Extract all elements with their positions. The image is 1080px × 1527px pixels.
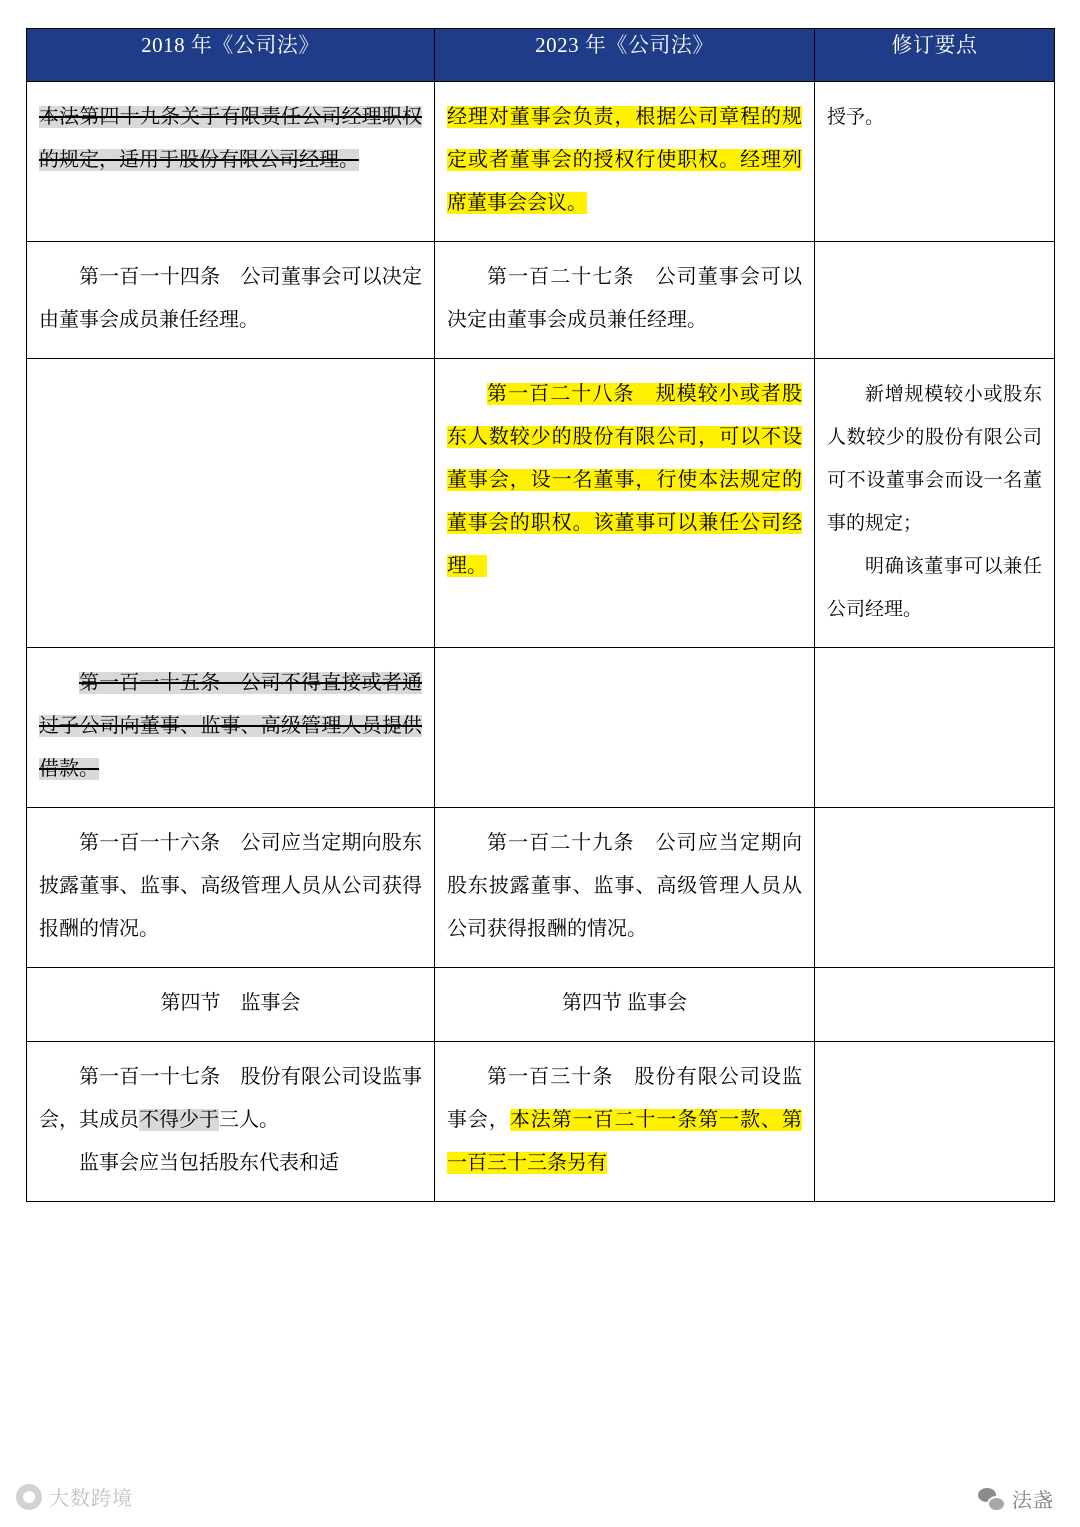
deleted-text: 第一百一十五条 公司不得直接或者通过子公司向董事、监事、高级管理人员提供借款。: [39, 672, 422, 780]
note-text: [815, 1042, 1054, 1072]
table-header: [27, 29, 1055, 82]
table-body: [27, 82, 1055, 1202]
watermark-right-label: 法盏: [1012, 1490, 1054, 1512]
cell-new-law: [435, 1042, 815, 1202]
table-row: [27, 242, 1055, 359]
table-row: [27, 648, 1055, 808]
cell-new-law: [435, 808, 815, 968]
highlighted-text: 经理对董事会负责，根据公司章程的规定或者董事会的授权行使职权。经理列席董事会会议。: [447, 106, 802, 214]
cell-new-law: [435, 242, 815, 359]
table-row: [27, 359, 1055, 648]
column-header-2018: 2018 年《公司法》: [27, 29, 435, 82]
circle-logo-icon: [16, 1484, 42, 1510]
cell-new-law: [435, 968, 815, 1042]
empty-old-law: [27, 359, 434, 389]
article-text: 第一百二十九条 公司应当定期向股东披露董事、监事、高级管理人员从公司获得报酬的情况。: [447, 832, 802, 940]
cell-revision-note: [815, 1042, 1055, 1202]
cell-new-law: [435, 82, 815, 242]
wechat-icon: [978, 1488, 1004, 1510]
article-text-paragraph-2: 监事会应当包括股东代表和适: [79, 1152, 339, 1174]
cell-old-law: [27, 968, 435, 1042]
article-text-part-1: 第一百三十条 股份有限公司设监事会，: [447, 1066, 802, 1131]
page-footer: [0, 1449, 1080, 1527]
watermark-right: [978, 1484, 1054, 1513]
cell-revision-note: [815, 242, 1055, 359]
note-text: [815, 242, 1054, 272]
cell-old-law: [27, 648, 435, 808]
cell-revision-note: [815, 648, 1055, 808]
table-row: [27, 82, 1055, 242]
cell-old-law: [27, 1042, 435, 1202]
cell-revision-note: [815, 82, 1055, 242]
cell-revision-note: [815, 968, 1055, 1042]
article-text-part-2: 三人。: [219, 1109, 279, 1131]
article-text: 第一百二十七条 公司董事会可以决定由董事会成员兼任经理。: [447, 266, 802, 331]
emphasized-text: 不得少于: [139, 1109, 219, 1131]
note-text: [815, 648, 1054, 678]
note-text: [815, 968, 1054, 998]
note-text-paragraph-2: 明确该董事可以兼任公司经理。: [827, 556, 1042, 620]
deleted-text: 本法第四十九条关于有限责任公司经理职权的规定，适用于股份有限公司经理。: [39, 106, 422, 171]
note-text-paragraph-1: 新增规模较小或股东人数较少的股份有限公司可不设董事会而设一名董事的规定；: [827, 384, 1042, 534]
column-header-2023: 2023 年《公司法》: [435, 29, 815, 82]
highlighted-text: 本法第一百二十一条第一款、第一百三十三条另有: [447, 1109, 802, 1174]
cell-new-law: [435, 648, 815, 808]
article-text: 第一百一十四条 公司董事会可以决定由董事会成员兼任经理。: [39, 266, 422, 331]
section-heading-new: 第四节 监事会: [562, 992, 687, 1014]
table-row: [27, 1042, 1055, 1202]
section-heading-old: 第四节 监事会: [160, 992, 301, 1014]
cell-old-law: [27, 359, 435, 648]
cell-old-law: [27, 82, 435, 242]
note-text: [815, 808, 1054, 838]
cell-old-law: [27, 808, 435, 968]
table-row-section-heading: [27, 968, 1055, 1042]
empty-new-law: [435, 648, 814, 678]
article-text: 第一百一十六条 公司应当定期向股东披露董事、监事、高级管理人员从公司获得报酬的情况。: [39, 832, 422, 940]
cell-old-law: [27, 242, 435, 359]
cell-new-law: [435, 359, 815, 648]
cell-revision-note: [815, 808, 1055, 968]
table-row: [27, 808, 1055, 968]
note-text: 授予。: [827, 107, 885, 128]
watermark-left-label: 大数跨境: [49, 1488, 133, 1510]
watermark-left: [16, 1482, 133, 1511]
article-text-part-1: 第一百一十七条 股份有限公司设监事会，其成员: [39, 1066, 422, 1131]
table-header-row: [27, 29, 1055, 82]
law-comparison-table: [26, 28, 1055, 1202]
column-header-notes: 修订要点: [815, 29, 1055, 82]
cell-revision-note: [815, 359, 1055, 648]
highlighted-text: 第一百二十八条 规模较小或者股东人数较少的股份有限公司，可以不设董事会，设一名董事，行使本法规定的董事会的职权。该董事可以兼任公司经理。: [447, 383, 802, 577]
